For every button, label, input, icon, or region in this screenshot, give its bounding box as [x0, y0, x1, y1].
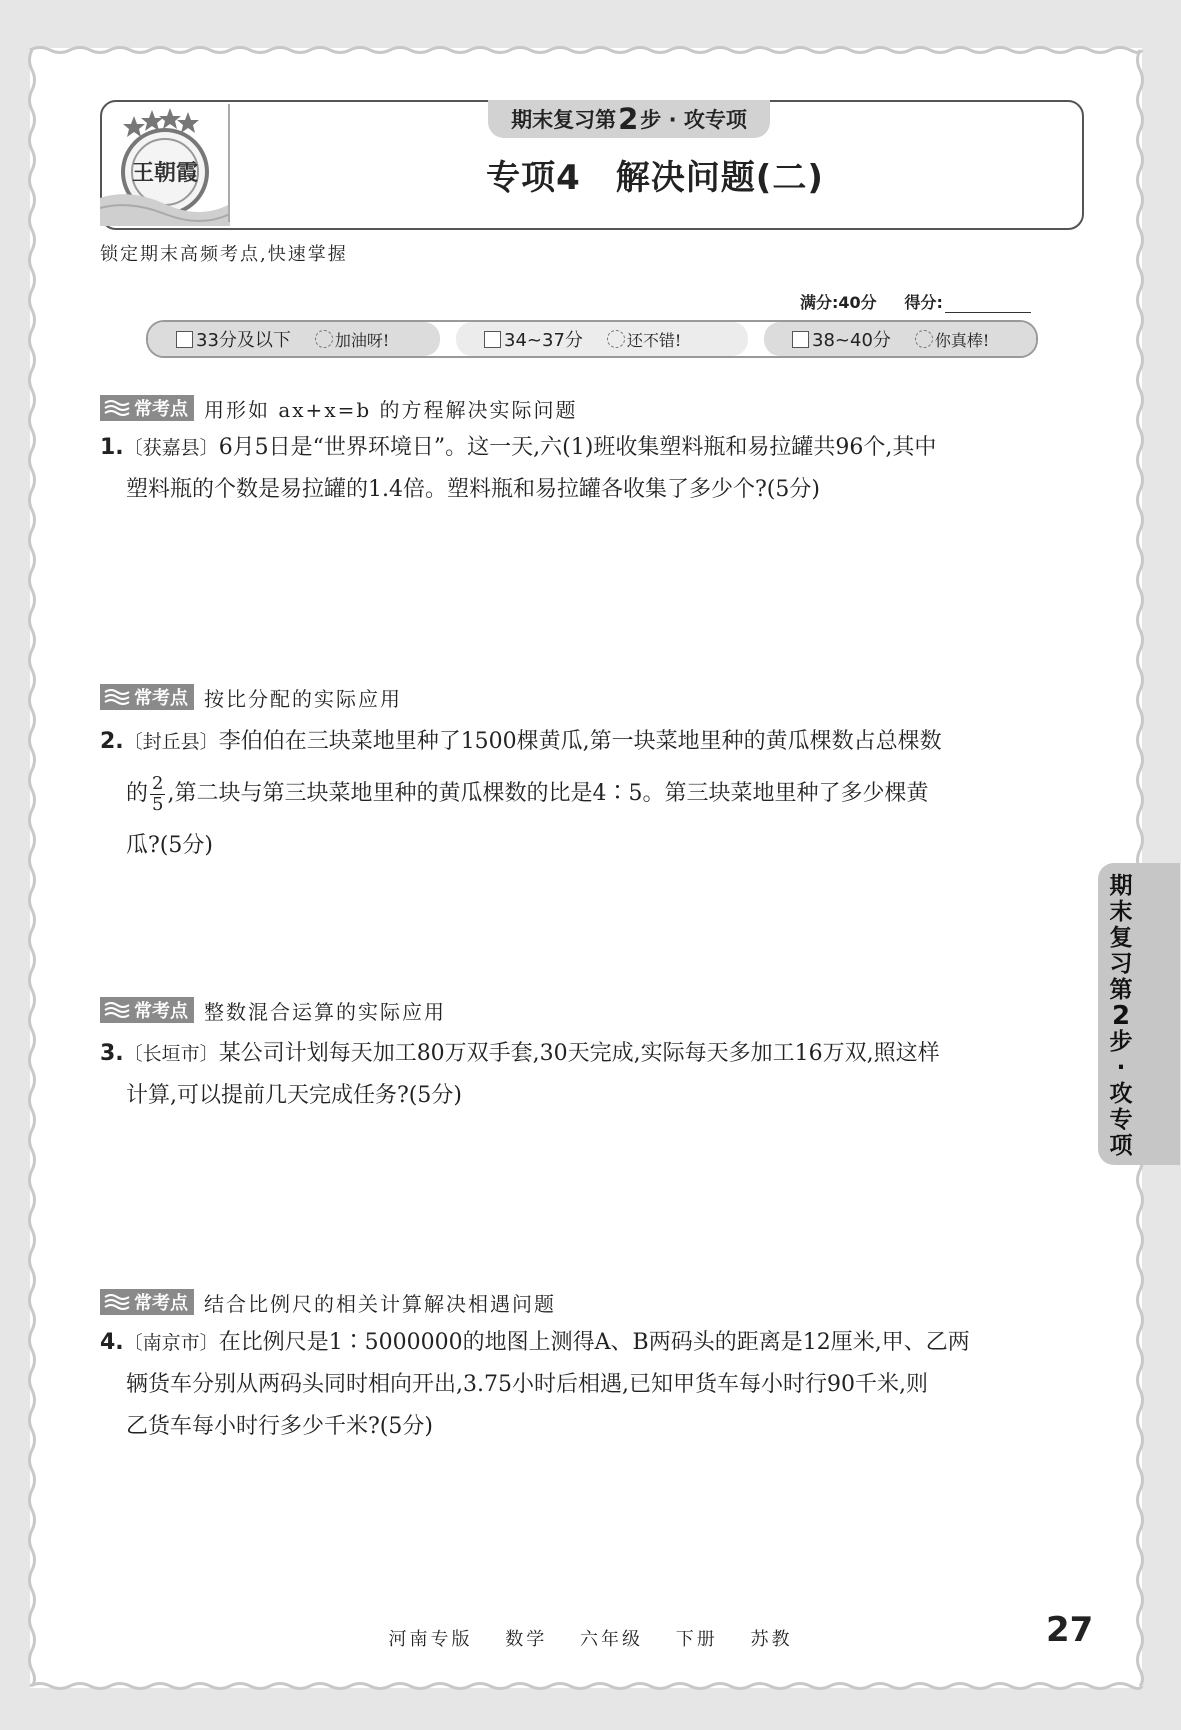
footer-item: 河南专版 — [388, 1629, 473, 1650]
rating-checkbox[interactable] — [484, 331, 501, 348]
keypoint-badge-label: 常考点 — [134, 399, 188, 420]
question-3 — [100, 1033, 1080, 1117]
question-number: 3. — [100, 1041, 124, 1066]
side-tab-char: 末 — [1109, 899, 1133, 925]
side-tab-char: 专 — [1109, 1107, 1133, 1133]
cheer-face-icon — [315, 330, 333, 348]
keypoint-header — [100, 683, 402, 711]
rating-range: 33分及以下 — [196, 330, 291, 351]
step-banner-prefix: 期末复习第 — [511, 108, 617, 132]
keypoint-badge — [100, 1289, 194, 1315]
brand-logo — [100, 100, 230, 226]
side-tab-char: 复 — [1109, 925, 1133, 951]
keypoint-badge-label: 常考点 — [134, 1001, 188, 1022]
rating-segment — [764, 322, 1036, 356]
step-banner-number: 2 — [618, 102, 639, 136]
question-4 — [100, 1322, 1080, 1448]
tagline: 锁定期末高频考点,快速掌握 — [100, 244, 348, 265]
question-line-with-fraction — [100, 768, 1080, 820]
side-tab-char: · — [1116, 1055, 1126, 1081]
score-label: 得分: — [904, 293, 943, 312]
question-2 — [100, 716, 1080, 872]
side-tab-char: 期 — [1109, 873, 1133, 899]
keypoint-text: 整数混合运算的实际应用 — [204, 999, 446, 1024]
question-text: 的 — [126, 781, 149, 806]
side-tab-char: 习 — [1109, 951, 1133, 977]
keypoint-badge — [100, 395, 194, 421]
footer-item: 下册 — [675, 1629, 718, 1650]
side-tab-char: 步 — [1109, 1029, 1133, 1055]
smile-face-icon — [607, 330, 625, 348]
step-banner-suffix: 步 · 攻专项 — [640, 108, 747, 132]
fraction-denominator: 5 — [152, 793, 164, 815]
question-location: 〔封丘县〕 — [123, 731, 219, 753]
keypoint-text: 按比分配的实际应用 — [204, 686, 402, 711]
full-score-label: 满分:40分 — [800, 293, 877, 312]
question-number: 2. — [100, 729, 124, 754]
waves-icon — [104, 1292, 130, 1312]
question-line: 塑料瓶的个数是易拉罐的1.4倍。塑料瓶和易拉罐各收集了多少个?(5分) — [126, 477, 820, 502]
footer-item: 苏教 — [750, 1629, 793, 1650]
footer — [0, 1625, 1181, 1651]
rating-checkbox[interactable] — [176, 331, 193, 348]
logo-text: 王朝霞 — [131, 160, 199, 186]
rating-range: 38~40分 — [812, 330, 891, 351]
question-line: 某公司计划每天加工80万双手套,30天完成,实际每天多加工16万双,照这样 — [218, 1041, 940, 1066]
question-1 — [100, 427, 1080, 511]
rating-range: 34~37分 — [504, 330, 583, 351]
question-number: 4. — [100, 1330, 124, 1355]
rating-praise: 你真棒! — [934, 330, 990, 350]
question-line: 在比例尺是1∶5000000的地图上测得A、B两码头的距离是12厘米,甲、乙两 — [218, 1330, 970, 1355]
fraction-numerator: 2 — [152, 772, 164, 794]
keypoint-header — [100, 996, 446, 1024]
footer-item: 六年级 — [580, 1629, 643, 1650]
step-banner — [488, 100, 770, 138]
footer-item: 数学 — [505, 1629, 548, 1650]
keypoint-text: 结合比例尺的相关计算解决相遇问题 — [204, 1291, 556, 1316]
question-line: 瓜?(5分) — [126, 833, 213, 858]
question-line: 辆货车分别从两码头同时相向开出,3.75小时后相遇,已知甲货车每小时行90千米,则 — [126, 1372, 928, 1397]
happy-face-icon — [915, 330, 933, 348]
question-location: 〔南京市〕 — [123, 1332, 219, 1354]
question-line: 6月5日是“世界环境日”。这一天,六(1)班收集塑料瓶和易拉罐共96个,其中 — [218, 435, 937, 460]
score-line — [800, 290, 1031, 313]
question-text: ,第二块与第三块菜地里种的黄瓜棵数的比是4∶5。第三块菜地里种了多少棵黄 — [167, 781, 929, 806]
side-tab-char: 项 — [1109, 1133, 1133, 1159]
side-tab-char: 第 — [1109, 977, 1133, 1003]
rating-praise: 加油呀! — [334, 330, 390, 350]
rating-bar — [146, 320, 1038, 358]
rating-segment — [456, 322, 748, 356]
question-location: 〔获嘉县〕 — [123, 437, 219, 459]
waves-icon — [104, 1000, 130, 1020]
question-line: 李伯伯在三块菜地里种了1500棵黄瓜,第一块菜地里种的黄瓜棵数占总棵数 — [218, 729, 942, 754]
rating-praise: 还不错! — [626, 330, 682, 350]
rating-checkbox[interactable] — [792, 331, 809, 348]
keypoint-badge — [100, 684, 194, 710]
side-tab-text — [1106, 873, 1136, 1159]
waves-icon — [104, 398, 130, 418]
keypoint-header — [100, 394, 578, 422]
question-location: 〔长垣市〕 — [123, 1043, 219, 1065]
question-line: 计算,可以提前几天完成任务?(5分) — [126, 1083, 462, 1108]
question-line: 乙货车每小时行多少千米?(5分) — [126, 1414, 433, 1439]
rating-segment — [148, 322, 440, 356]
side-tab-number: 2 — [1111, 1001, 1131, 1031]
page-number: 27 — [1046, 1610, 1094, 1650]
keypoint-text: 用形如 ax+x=b 的方程解决实际问题 — [204, 397, 578, 422]
waves-icon — [104, 687, 130, 707]
keypoint-badge-label: 常考点 — [134, 1293, 188, 1314]
keypoint-badge — [100, 997, 194, 1023]
fraction — [150, 774, 165, 815]
page-title: 专项4 解决问题(二) — [486, 158, 824, 198]
side-tab-char: 攻 — [1109, 1081, 1133, 1107]
question-number: 1. — [100, 435, 124, 460]
keypoint-badge-label: 常考点 — [134, 688, 188, 709]
score-blank[interactable] — [945, 312, 1031, 313]
keypoint-header — [100, 1288, 556, 1316]
